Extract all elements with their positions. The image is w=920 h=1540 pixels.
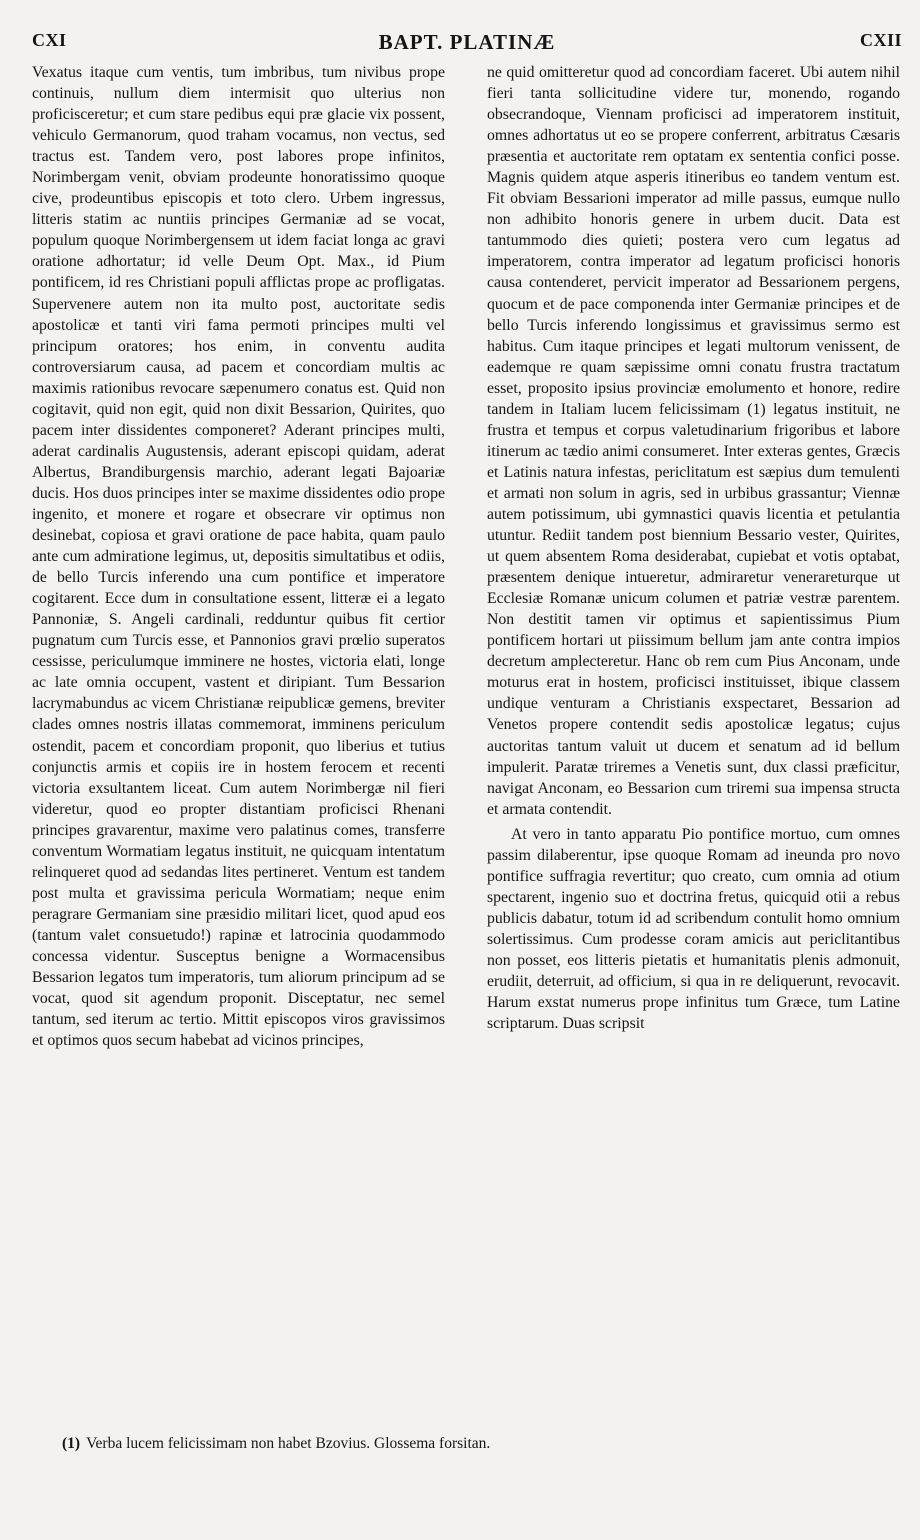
text-columns bbox=[32, 62, 900, 1422]
right-column-paragraph: ne quid omitteretur quod ad concordiam faceret. Ubi autem nihil fieri tanta sollicitudine videre tur, monendo, rogando obsecrandoque, Viennam proficisci ad imperatorem instituit, omnes adhortatus ut eo se propere conferrent, arbitratus Cæsaris præsentia et auctoritate rem optatam ex sententia confici posse. Magnis quidem atque asperis itineribus eo tandem ventum est. Fit obviam Bessarioni imperator ad mille passus, eumque nullo non adhibito honoris genere in urbem ducit. Data est tantummodo dies quieti; postera vero cum legatus ad imperatorem, contra imperator ad legatum proficisci honoris causa contenderet, pervicit imperator ad Bessarionem pergens, quocum et de pace componenda inter Germaniæ principes et de bello Turcis inferendo longissimus et gravissimus sermo est habitus. Cum itaque principes et legati multorum venissent, de eademque re quam sæpissime omni conatu frustra tractatum esset, proposito ipsius provinciæ emolumento et honore, redire tandem in Italiam lucem felicissimam (1) legatus instituit, ne frustra et tempus et corpus valetudinarium frigoribus et labore itinerum ac tædio animi consumeret. Inter exteras gentes, Græcis et Latinis natura infestas, periclitatum est sæpius dum temulenti et armati non solum in agris, sed in urbibus grassantur; Viennæ autem potissimum, ubi gymnastici quavis licentia et petulantia utuntur. Rediit tandem post biennium Bessario vester, Quirites, ut quem absentem Roma desiderabat, cupiebat et votis optabat, præsentem denique intueretur, admiraretur venerareturque ut Ecclesiæ Romanæ unicum columen et patriæ vestræ parentem. Non destitit tamen vir optimus et sapientissimus Pium pontificem hortari ut piissimum bellum jam ante contra impios decretum amplecteretur. Hanc ob rem cum Pius Anconam, unde moturus erat in hostem, proficisci instituisset, ibique classem undique venturam a Christianis exspectaret, Bessarion ad Venetos propere contendit sedis apostolicæ legatus; cujus auctoritas tantum valuit ut ducem et senatum ad id bellum impulerit. Paratæ triremes a Venetis sunt, dux classi præficitur, navigat Anconam, eo Bessarion cum triremi sua impensa structa et armata contendit. bbox=[487, 64, 900, 818]
running-title: BAPT. PLATINÆ bbox=[378, 30, 556, 54]
page-number-right: CXII bbox=[859, 30, 902, 50]
right-column-paragraph: At vero in tanto apparatu Pio pontifice mortuo, cum omnes passim dilaberentur, ipse quoque Romam ad ineunda pro novo pontifice suffragia revertitur; quo creato, cum omnia ad otium spectarent, ingenio suo et doctrina fretus, quicquid otii a rebus publicis dabatur, totum id ad scribendum contulit homo omnium solertissimus. Cum prodesse coram amicis aut periclitantibus non posset, eos litteris pietatis et humanitatis plenis admonuit, erudiit, deterruit, ad officium, si qua in re deliquerunt, revocavit. Harum exstat numerus prope infinitus tum Græce, tum Latine scriptarum. Duas scripsit bbox=[487, 825, 900, 1033]
footnote-text: Verba lucem felicissimam non habet Bzovius. Glossema forsitan. bbox=[86, 1435, 491, 1452]
page-number-left: CXI bbox=[32, 30, 67, 50]
page-header bbox=[32, 30, 902, 60]
left-column-paragraph: Vexatus itaque cum ventis, tum imbribus, tum nivibus prope continuis, nullum diem intermisit quo ulterius non proficisceretur; et cum stare pedibus equi præ glacie vix possent, vehiculo Germanorum, quod traham vocamus, non vectus, sed tractus est. Tandem vero, post labores prope infinitos, Norimbergam venit, obviam prodeunte honoratissimo quoque cive, prodeuntibus episcopis et toto clero. Urbem ingressus, litteris statim ac nuntiis principes Germaniæ ad se vocat, populum quoque Norimbergensem ut idem faciat longa ac gravi oratione adhortatur; id velle Deum Opt. Max., id Pium pontificem, id res Christiani populi afflictas prope ac profligatas. Supervenere autem non ita multo post, auctoritate sedis apostolicæ et tanti viri fama permoti principes multi vel principum oratores; hos enim, in conventu audita controversiarum causa, ad pacem et concordiam multis ac maximis rationibus revocare sæpenumero conatus est. Quid non cogitavit, quid non egit, quid non dixit Bessarion, Quirites, quo pacem inter dissidentes componeret? Aderant principes multi, aderat cardinalis Augustensis, aderant episcopi quidam, aderat Albertus, Brandiburgensis marchio, aderant legati Bajoariæ ducis. Hos duos principes inter se maxime dissidentes odio prope ingenito, et monere et rogare et obsecrare vir optimus non desinebat, copiosa et gravi oratione de pace habita, quam paulo ante cum admiratione legimus, ut, depositis simultatibus et odiis, de bello Turcis inferendo una cum pontifice et imperatore cogitarent. Ecce dum in consultatione essent, litteræ ei a legato Pannoniæ, S. Angeli cardinali, redduntur quibus fit certior pugnatum cum Turcis esse, et Pannonios gravi prœlio superatos cessisse, periculumque imminere ne hostes, victoria elati, longe ac late omnia occupent, vastent et diripiant. Tum Bessarion lacrymabundus ac vicem Christianæ reipublicæ gemens, breviter clades omnes nostris illatas commemorat, imminens periculum ostendit, pacem et concordiam proponit, quo liberius et tutius conjunctis armis et copiis ire in hostem ferocem et recenti victoria exsultantem liceat. Cum autem Norimbergæ nil fieri videretur, quod eo propter distantiam proficisci Rhenani principes gravarentur, maxime vero palatinus comes, transferre conventum Wormatiam legatus instituit, ne quicquam intentatum relinqueret quod ad sedandas lites pertineret. Ventum est tandem post multa et gravissima pericula Wormatiam; neque enim peragrare Germaniam sine præsidio militari licet, quod apud eos (tantum valet consuetudo!) rapinæ et latrocinia quodammodo concessa videntur. Susceptus benigne a Wormacensibus Bessarion legatos tum imperatoris, tum aliorum principum ad se vocat, quod sit agendum proponit. Disceptatur, nec semel tantum, sed iterum ac tertio. Mittit episcopos viros gravissimos et optimos quos secum habebat ad vicinos principes, bbox=[32, 64, 445, 1050]
footnote bbox=[62, 1434, 890, 1454]
left-column bbox=[32, 62, 445, 1422]
footnote-marker: (1) bbox=[62, 1435, 81, 1452]
right-column bbox=[487, 62, 900, 1422]
